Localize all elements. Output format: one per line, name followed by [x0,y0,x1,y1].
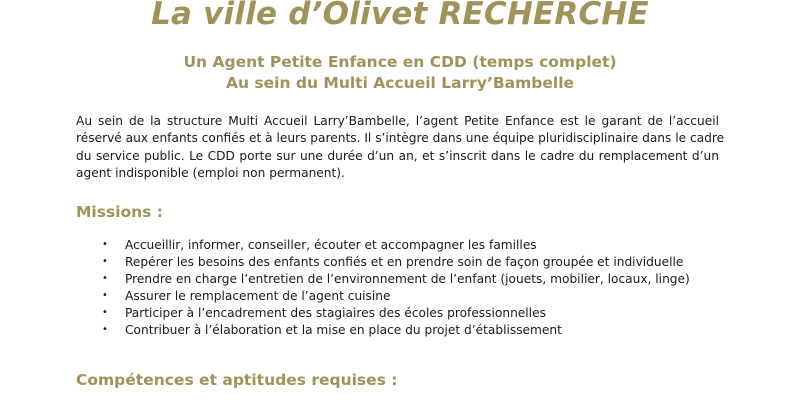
mission-text: Prendre en charge l’entretien de l’environnement de l’enfant (jouets, mobilier, locaux, linge) [125,271,690,286]
bullet-icon: • [102,306,108,318]
missions-list [0,237,690,338]
list-item [0,288,690,305]
intro-line: du service public. Le CDD porte sur une durée d’un an, et s’inscrit dans le cadre du remplacement d’un [76,148,719,163]
list-item [0,322,690,339]
intro-paragraph [76,113,725,182]
bullet-icon: • [102,289,108,301]
intro-line: réservé aux enfants confiés et à leurs parents. Il s’intègre dans une équipe pluridisciplinaire dans le cadre [76,131,725,146]
bullet-icon: • [102,239,108,250]
bullet-icon: • [102,272,108,284]
intro-line: agent indisponible (emploi non permanent). [76,165,345,180]
bullet-icon: • [102,255,108,267]
list-item [0,254,690,271]
list-item [0,237,690,254]
list-item [0,271,690,288]
mission-text: Assurer le remplacement de l’agent cuisine [125,288,391,303]
mission-text: Participer à l’encadrement des stagiaires des écoles professionnelles [125,305,546,320]
missions-heading: Missions : [76,203,164,221]
mission-text: Accueillir, informer, conseiller, écouter et accompagner les familles [125,238,537,252]
job-subtitle: Un Agent Petite Enfance en CDD (temps complet) [183,53,617,71]
competences-heading: Compétences et aptitudes requises : [76,371,398,389]
intro-line: Au sein de la structure Multi Accueil Larry’Bambelle, l’agent Petite Enfance est le garant de l’accueil [76,114,719,128]
mission-text: Contribuer à l’élaboration et la mise en place du projet d’établissement [125,322,562,337]
mission-text: Repérer les besoins des enfants confiés et en prendre soin de façon groupée et individuelle [125,254,684,269]
list-item [0,305,690,322]
location-subtitle: Au sein du Multi Accueil Larry’Bambelle [225,74,575,92]
bullet-icon: • [102,323,108,335]
page-title: La ville d’Olivet RECHERCHE [151,0,649,32]
